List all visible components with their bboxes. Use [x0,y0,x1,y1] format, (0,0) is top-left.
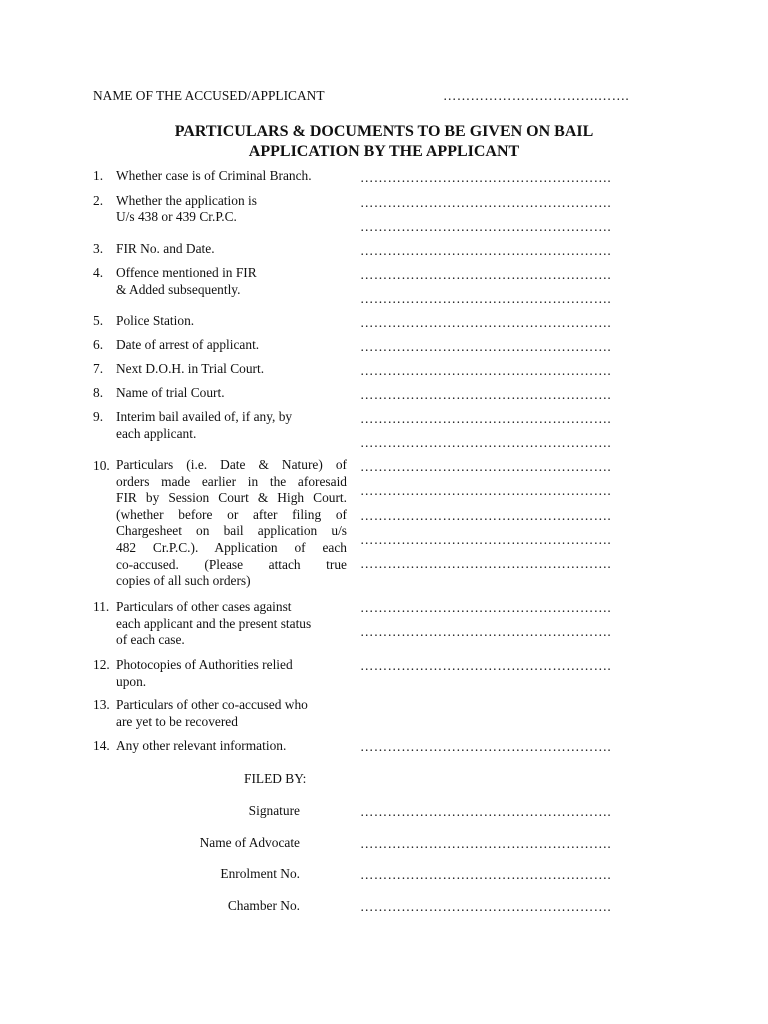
item-13-number: 13. [93,697,110,712]
item-10-label-line-4: (whether before or after filing of [116,506,347,522]
item-12-number: 12. [93,657,110,672]
item-9-label-line-1: Interim bail availed of, if any, by [116,409,293,424]
item-10-label-line-3: FIR by Session Court & High Court. [116,490,347,506]
chamber-no-label: Chamber No. [227,898,300,913]
item-10-label-line-5: Chargesheet on bail application u/s [116,523,347,539]
item-2-label-line-1: Whether the application is [116,193,257,208]
item-11-number: 11. [93,599,110,614]
item-10-label-line-2: orders made earlier in the aforesaid [116,473,347,489]
item-9-dots-2: ………………………………………………. [360,435,612,450]
item-3-label: FIR No. and Date. [116,241,215,256]
item-3-dots: ………………………………………………. [360,243,612,258]
item-2-label-line-2: U/s 438 or 439 Cr.P.C. [116,209,237,224]
accused-name-dots: …………………………….……. [443,88,630,103]
item-2-number: 2. [93,193,104,208]
item-9-number: 9. [93,409,104,424]
item-11-dots-2: ………………………………………………. [360,624,612,639]
item-8-label: Name of trial Court. [116,385,225,400]
item-6-number: 6. [93,337,104,352]
item-10-label-line-7: co-accused. (Please attach true [116,556,347,572]
item-6-dots: ………………………………………………. [360,339,612,354]
item-14-number: 14. [93,738,110,753]
item-5-dots: ………………………………………………. [360,315,612,330]
item-13-label-line-1: Particulars of other co-accused who [116,697,308,712]
item-8-number: 8. [93,385,104,400]
item-10-number: 10. [93,458,110,473]
item-3-number: 3. [93,241,104,256]
item-11-label-line-1: Particulars of other cases against [116,599,292,614]
item-8-dots: ………………………………………………. [360,387,612,402]
item-10-dots-4: ………………………………………………. [360,532,612,547]
item-7-dots: ………………………………………………. [360,363,612,378]
item-4-dots-1: ………………………………………………. [360,267,612,282]
form-title-line-2: APPLICATION BY THE APPLICANT [248,143,520,160]
item-10-dots-1: ………………………………………………. [360,459,612,474]
chamber-no-dots: ………………………………………………. [360,899,612,914]
item-10-dots-5: ………………………………………………. [360,556,612,571]
item-11-dots-1: ………………………………………………. [360,600,612,615]
item-12-label-line-2: upon. [116,673,147,689]
item-9-label-line-2: each applicant. [116,426,197,441]
item-11-label-line-2: each applicant and the present status [116,615,312,631]
item-1-label: Whether case is of Criminal Branch. [116,168,312,183]
item-7-number: 7. [93,361,104,376]
item-4-label-line-2: & Added subsequently. [116,282,241,297]
item-1-number: 1. [93,168,104,183]
item-4-number: 4. [93,265,104,280]
enrolment-no-label: Enrolment No. [220,866,300,881]
filed-by-heading: FILED BY: [244,771,307,786]
item-5-label: Police Station. [116,313,195,328]
item-11-label-line-3: of each case. [116,632,185,648]
item-9-dots-1: ………………………………………………. [360,411,612,426]
item-4-dots-2: ………………………………………………. [360,291,612,306]
advocate-name-dots: ………………………………………………. [360,836,612,851]
item-10-label-line-1: Particulars (i.e. Date & Nature) of [116,457,347,472]
item-12-dots: ………………………………………………. [360,658,612,673]
item-2-dots-2: ………………………………………………. [360,219,612,234]
advocate-name-label: Name of Advocate [199,835,300,850]
item-14-dots: ………………………………………………. [360,739,612,754]
item-4-label-line-1: Offence mentioned in FIR [116,265,257,280]
item-12-label-line-1: Photocopies of Authorities relied [116,657,293,672]
accused-name-label: NAME OF THE ACCUSED/APPLICANT [93,88,325,103]
item-10-label-line-8: copies of all such orders) [116,573,251,589]
item-10-dots-2: ………………………………………………. [360,483,612,498]
form-title-line-1: PARTICULARS & DOCUMENTS TO BE GIVEN ON BAIL [174,123,594,140]
signature-label: Signature [248,803,300,818]
item-10-label-line-6: 482 Cr.P.C.). Application of each [116,540,347,555]
item-5-number: 5. [93,313,104,328]
item-2-dots-1: ………………………………………………. [360,195,612,210]
item-7-label: Next D.O.H. in Trial Court. [116,361,265,376]
item-1-dots: ………………………………………………. [360,170,612,185]
item-13-label-line-2: are yet to be recovered [116,713,238,729]
enrolment-no-dots: ………………………………………………. [360,867,612,882]
item-10-dots-3: ………………………………………………. [360,508,612,523]
item-14-label: Any other relevant information. [116,738,287,753]
signature-dots: ………………………………………………. [360,804,612,819]
item-6-label: Date of arrest of applicant. [116,337,260,352]
